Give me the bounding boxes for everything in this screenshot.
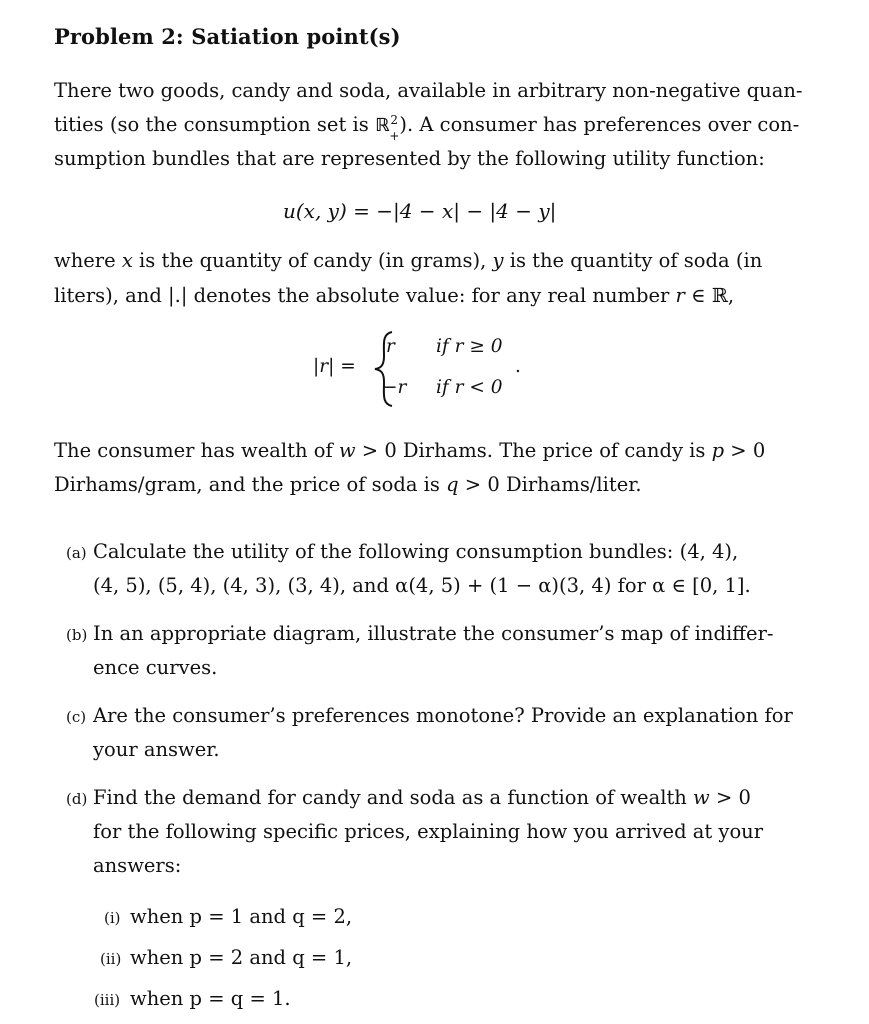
part-a-line-2: (4, 5), (5, 4), (4, 3), (3, 4), and α(4, 5) + (1 − α)(3, 4) for α ∈ [0, 1]. <box>93 574 751 597</box>
consumption-set-symbol: ℝ <box>374 115 390 136</box>
utility-equation: u(x, y) = −|4 − x| − |4 − y| <box>283 199 557 223</box>
wealth-text-3: > 0 <box>724 439 766 462</box>
case-1-value: r <box>386 336 395 357</box>
subpart-i-text: when p = 1 and q = 2, <box>130 905 353 928</box>
var-r: r <box>675 284 685 307</box>
part-d-var-w: w <box>693 786 710 809</box>
where-text-5: ∈ ℝ, <box>684 284 735 307</box>
subpart-iii-label: (iii) <box>94 991 121 1009</box>
part-d-line-2: for the following specific prices, explaining how you arrived at your <box>93 820 764 843</box>
part-b-line-2: ence curves. <box>93 656 218 679</box>
part-c-line-2: your answer. <box>93 738 220 761</box>
part-d-text-2: > 0 <box>709 786 751 809</box>
wealth-text-5: > 0 Dirhams/liter. <box>458 473 642 496</box>
case-2-value: −r <box>382 377 407 398</box>
problem-title: Problem 2: Satiation point(s) <box>54 24 401 49</box>
where-line-1 <box>54 248 762 274</box>
where-text-4: liters), and |.| denotes the absolute value: for any real number <box>54 284 676 307</box>
subpart-iii-text: when p = q = 1. <box>130 987 291 1010</box>
consumption-set-subscript: + <box>389 129 400 143</box>
intro-line-2 <box>54 112 800 143</box>
part-d-line-1 <box>93 785 751 811</box>
case-1-condition: if r ≥ 0 <box>436 336 503 357</box>
wealth-line-2 <box>54 472 642 498</box>
piecewise-period: . <box>515 356 521 377</box>
wealth-text-2: > 0 Dirhams. The price of candy is <box>355 439 712 462</box>
subpart-ii-text: when p = 2 and q = 1, <box>130 946 353 969</box>
var-y: y <box>492 249 504 272</box>
part-d-text-1: Find the demand for candy and soda as a function of wealth <box>93 786 694 809</box>
part-d-line-3: answers: <box>93 854 182 877</box>
abs-lhs: |r| = <box>313 356 356 377</box>
var-q: q <box>446 473 459 496</box>
where-text-1: where <box>54 249 122 272</box>
part-c-line-1: Are the consumer’s preferences monotone? Provide an explanation for <box>93 704 793 727</box>
intro-line-2-end: ). A consumer has preferences over con- <box>399 113 800 136</box>
var-w: w <box>338 439 356 462</box>
subpart-ii-label: (ii) <box>100 950 122 968</box>
var-p: p <box>711 439 725 462</box>
part-b-line-1: In an appropriate diagram, illustrate the consumer’s map of indiffer- <box>93 622 774 645</box>
wealth-text-1: The consumer has wealth of <box>54 439 339 462</box>
part-a-label: (a) <box>66 544 87 562</box>
where-text-3: is the quantity of soda (in <box>503 249 763 272</box>
intro-line-3: sumption bundles that are represented by the following utility function: <box>54 147 765 170</box>
where-text-2: is the quantity of candy (in grams), <box>132 249 493 272</box>
consumption-set-superscript: 2 <box>390 113 399 127</box>
where-line-2 <box>54 283 734 309</box>
intro-line-1: There two goods, candy and soda, available in arbitrary non-negative quan- <box>54 79 803 102</box>
case-2-condition: if r < 0 <box>436 377 503 398</box>
part-b-label: (b) <box>66 626 88 644</box>
var-x: x <box>121 249 133 272</box>
intro-line-2-start: tities (so the consumption set is <box>54 113 375 136</box>
part-d-label: (d) <box>66 790 88 808</box>
wealth-line-1 <box>54 438 765 464</box>
part-a-line-1: Calculate the utility of the following consumption bundles: (4, 4), <box>93 540 739 563</box>
wealth-text-4: Dirhams/gram, and the price of soda is <box>54 473 447 496</box>
part-c-label: (c) <box>66 708 87 726</box>
consumption-set-scripts <box>389 113 400 143</box>
subpart-i-label: (i) <box>104 909 121 927</box>
